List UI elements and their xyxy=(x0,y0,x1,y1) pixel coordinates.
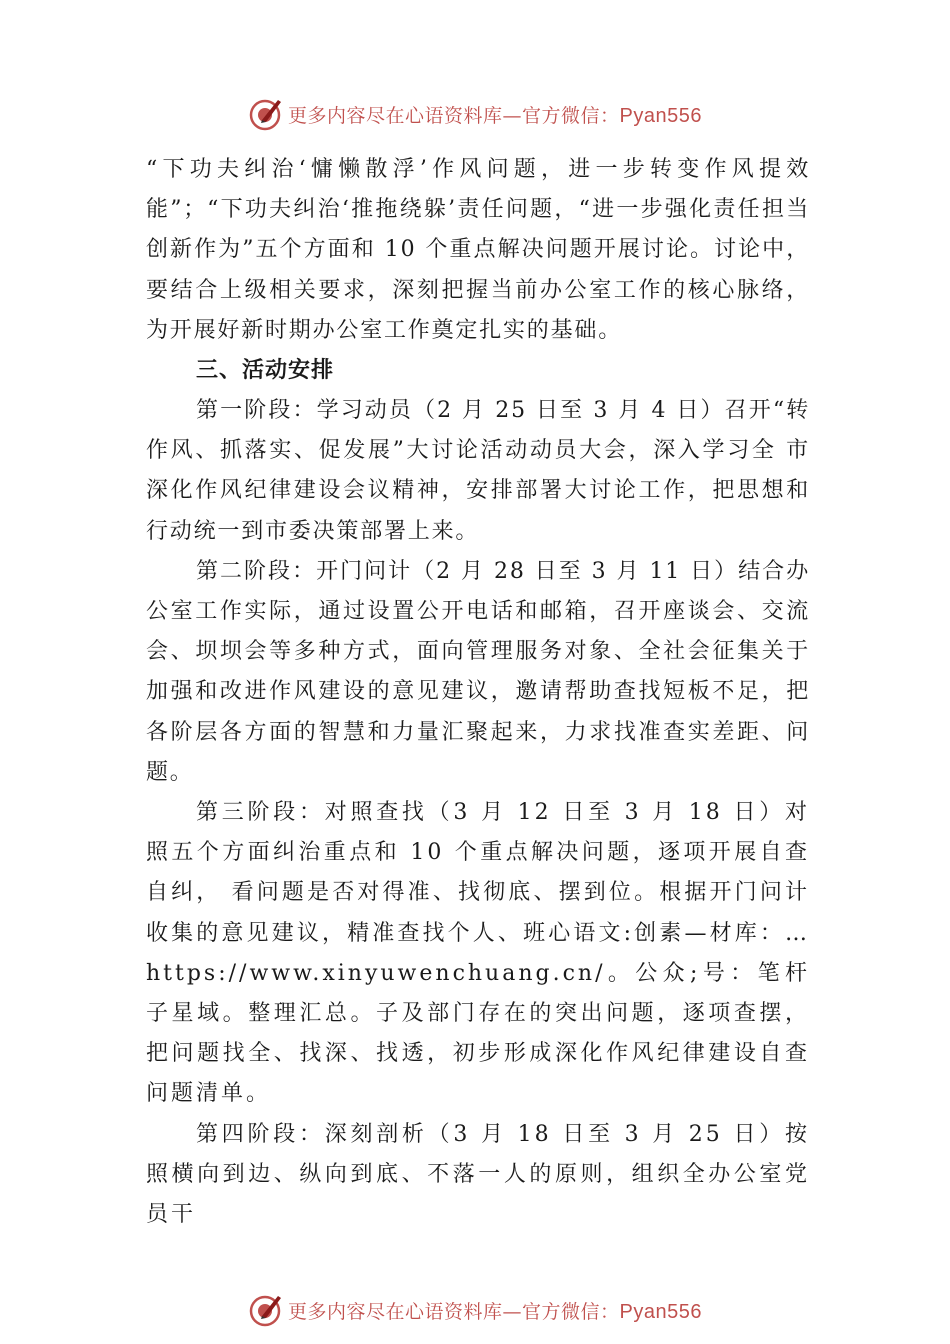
footer-watermark xyxy=(0,1290,950,1330)
paragraph-stage-4: 第四阶段：深刻剖析（3 月 18 日至 3 月 25 日）按照横向到边、纵向到底、不落一人的原则，组织全办公室党员干 xyxy=(146,1121,810,1228)
paragraph-stage-1: 第一阶段：学习动员（2 月 25 日至 3 月 4 日）召开“转作风、抓落实、促发展”大讨论活动动员大会，深入学习全 市深化作风纪律建设会议精神，安排部署大讨论工作，把思想和行动统一到市委决策部署上来。 xyxy=(146,398,810,544)
document-body xyxy=(146,150,810,1235)
watermark-handle: Pyan556 xyxy=(619,1300,702,1323)
paragraph-stage-3: 第三阶段：对照查找（3 月 12 日至 3 月 18 日）对照五个方面纠治重点和 10 个重点解决问题，逐项开展自查自纠， 看问题是否对得准、找彻底、摆到位。根据开门问计收集的意见建议，精准查找个人、班心语文:创素—材库：…https://www.xinyuwenchuang.cn/。公众;号：笔杆子星域。整理汇总。子及部门存在的突出问题，逐项查摆，把问题找全、找深、找透，初步形成深化作风纪律建设自查问题清单。 xyxy=(146,800,810,1107)
header-watermark xyxy=(0,94,950,134)
quill-logo-icon xyxy=(248,96,284,132)
paragraph-discussion-topics: “下功夫纠治‘慵懒散浮’作风问题，进一步转变作风提效能”；“下功夫纠治‘推拖绕躲’责任问题，“进一步强化责任担当创新作为”五个方面和 10 个重点解决问题开展讨论。讨论中，要结合上级相关要求，深刻把握当前办公室工作的核心脉络，为开展好新时期办公室工作奠定扎实的基础。 xyxy=(146,157,810,343)
watermark-text: 更多内容尽在心语资料库—官方微信：Pyan556 xyxy=(288,1300,702,1323)
section-heading: 三、活动安排 xyxy=(196,358,335,384)
watermark-text: 更多内容尽在心语资料库—官方微信：Pyan556 xyxy=(288,104,702,127)
paragraph-stage-2: 第二阶段：开门问计（2 月 28 日至 3 月 11 日）结合办公室工作实际，通过设置公开电话和邮箱，召开座谈会、交流会、坝坝会等多种方式，面向管理服务对象、全社会征集关于加强和改进作风建设的意见建议，邀请帮助查找短板不足，把各阶层各方面的智慧和力量汇聚起来，力求找准查实差距、问题。 xyxy=(146,558,810,785)
watermark-handle: Pyan556 xyxy=(619,104,702,127)
quill-logo-icon xyxy=(248,1292,284,1328)
